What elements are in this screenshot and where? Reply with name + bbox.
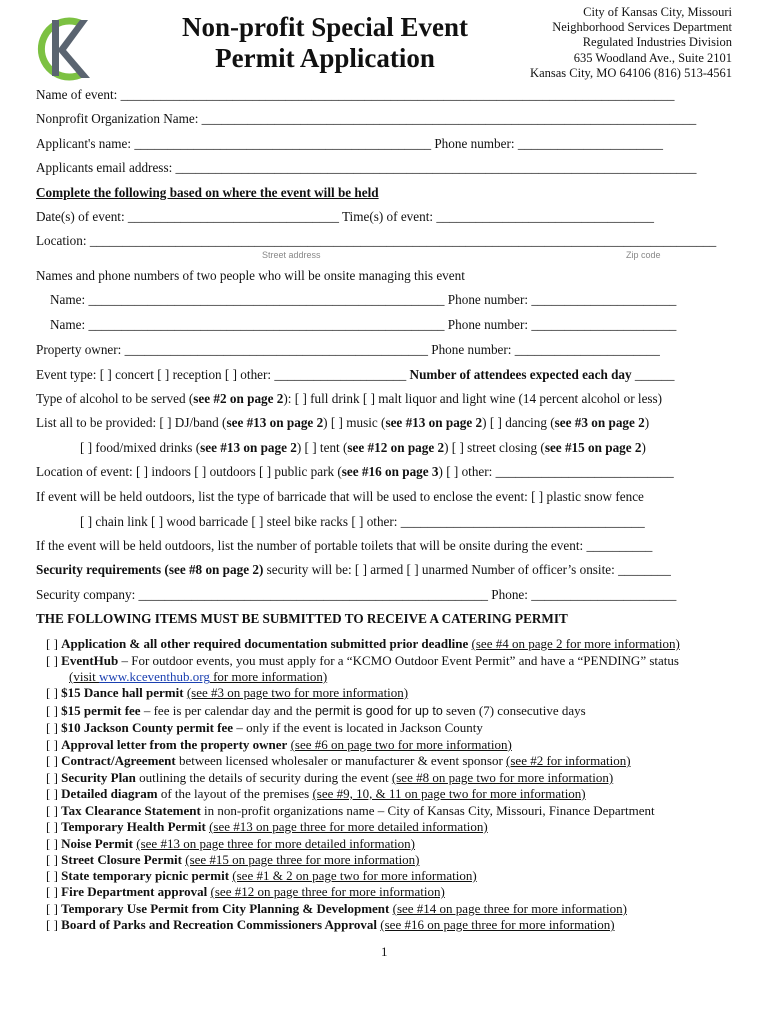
checklist-item[interactable] bbox=[46, 753, 631, 768]
checkbox[interactable]: [ ] bbox=[46, 852, 62, 867]
checkbox[interactable]: [ ] bbox=[46, 636, 62, 651]
page-title: Non-profit Special Event Permit Application bbox=[181, 12, 468, 73]
reference-link[interactable]: (see #14 on page three for more information) bbox=[392, 901, 627, 916]
checklist-item[interactable] bbox=[46, 786, 586, 801]
event-type-field[interactable]: Event type: [ ] concert [ ] reception [ ] other: ____________________ Number of attendees expected each day ______ bbox=[36, 367, 675, 382]
checklist-item-title: Security Plan bbox=[61, 770, 136, 785]
reference-link[interactable]: (see #4 on page 2 for more information) bbox=[471, 636, 680, 651]
checklist-item-title: Noise Permit bbox=[61, 836, 134, 851]
checkbox[interactable]: [ ] bbox=[46, 685, 62, 700]
checkbox[interactable]: [ ] bbox=[46, 803, 62, 818]
applicant-name-field[interactable]: Applicant's name: _____________________________________________ Phone number: ______________________ bbox=[36, 136, 663, 151]
checklist-item-title: Application & all other required documentation submitted prior deadline bbox=[61, 636, 469, 651]
checklist-item-title: Fire Department approval bbox=[61, 884, 208, 899]
checkbox[interactable]: [ ] bbox=[46, 720, 62, 735]
checklist-item[interactable] bbox=[46, 917, 615, 932]
eventhub-link-suffix: for more information) bbox=[209, 669, 328, 684]
checklist-item-title: Temporary Health Permit bbox=[61, 819, 206, 834]
checklist-item-text: between licensed wholesaler or manufacturer & event sponsor bbox=[175, 753, 507, 768]
reference-link[interactable]: (see #12 on page three for more information) bbox=[210, 884, 445, 899]
checklist-item-title: Detailed diagram bbox=[61, 786, 158, 801]
eventhub-link[interactable]: www.kceventhub.org bbox=[98, 669, 210, 684]
checklist-item[interactable] bbox=[46, 737, 512, 752]
checklist-item-text: – For outdoor events, you must apply for a “KCMO Outdoor Event Permit” and have a “PENDING” status bbox=[118, 653, 679, 668]
reference-link[interactable]: (see #15 on page three for more information) bbox=[185, 852, 420, 867]
date-time-field[interactable]: Date(s) of event: ________________________________ Time(s) of event: _________________________________ bbox=[36, 209, 654, 224]
checkbox[interactable]: [ ] bbox=[46, 884, 62, 899]
name-of-event-field[interactable]: Name of event: ____________________________________________________________________________________ bbox=[36, 87, 675, 102]
checklist-item-text: in non-profit organizations name – City of Kansas City, Missouri, Finance Department bbox=[200, 803, 655, 818]
street-address-caption: Street address bbox=[262, 250, 321, 260]
checkbox[interactable]: [ ] bbox=[46, 786, 62, 801]
security-requirements-field[interactable]: Security requirements (see #8 on page 2) security will be: [ ] armed [ ] unarmed Number of officer’s onsite: ________ bbox=[36, 562, 671, 577]
checkbox[interactable]: [ ] bbox=[46, 917, 62, 932]
checklist-item-title: Street Closure Permit bbox=[61, 852, 182, 867]
checklist-item[interactable] bbox=[46, 685, 408, 700]
checklist-item-title: Tax Clearance Statement bbox=[61, 803, 201, 818]
managers-intro: Names and phone numbers of two people who will be onsite managing this event bbox=[36, 268, 465, 283]
barricade-field[interactable]: If event will be held outdoors, list the type of barricade that will be used to enclose the event: [ ] plastic snow fence bbox=[36, 489, 644, 504]
checkbox[interactable]: [ ] bbox=[46, 753, 62, 768]
reference-link[interactable]: (see #13 on page three for more detailed information) bbox=[136, 836, 415, 851]
checklist-item-text: outlining the details of security during the event bbox=[135, 770, 392, 785]
checklist-item-text: permit is good for up to bbox=[314, 704, 443, 718]
kc-logo bbox=[36, 14, 96, 84]
checkbox[interactable]: [ ] bbox=[46, 653, 62, 668]
checklist-item-title: EventHub bbox=[61, 653, 119, 668]
reference-link[interactable]: (see #2 for information) bbox=[506, 753, 631, 768]
checklist-item[interactable] bbox=[46, 703, 586, 719]
applicant-email-field[interactable]: Applicants email address: _______________________________________________________________________________ bbox=[36, 160, 697, 175]
checklist-item-title: $15 Dance hall permit bbox=[61, 685, 184, 700]
checklist-item-text: – fee is per calendar day and the bbox=[140, 703, 315, 718]
checklist-item-text: – only if the event is located in Jackson County bbox=[233, 720, 483, 735]
department-address: City of Kansas City, Missouri Neighborhood Services Department Regulated Industries Division 635 Woodland Ave., Suite 2101 Kansas City, MO 64106 (816) 513-4561 bbox=[530, 5, 732, 80]
location-field[interactable]: Location: _______________________________________________________________________________________________ bbox=[36, 233, 717, 248]
checklist-item[interactable] bbox=[46, 884, 445, 899]
property-owner-field[interactable]: Property owner: ______________________________________________ Phone number: ______________________ bbox=[36, 342, 660, 357]
event-location-type-field[interactable]: Location of event: [ ] indoors [ ] outdoors [ ] public park (see #16 on page 3) [ ] other: ___________________________ bbox=[36, 464, 674, 479]
checkbox[interactable]: [ ] bbox=[46, 901, 62, 916]
org-name-field[interactable]: Nonprofit Organization Name: ___________________________________________________________________________ bbox=[36, 111, 697, 126]
checklist-item-title: Temporary Use Permit from City Planning & Development bbox=[61, 901, 390, 916]
catering-heading: THE FOLLOWING ITEMS MUST BE SUBMITTED TO RECEIVE A CATERING PERMIT bbox=[36, 611, 568, 626]
zip-code-caption: Zip code bbox=[626, 250, 661, 260]
checklist-item-text: of the layout of the premises bbox=[157, 786, 313, 801]
checkbox[interactable]: [ ] bbox=[46, 819, 62, 834]
checklist-item[interactable] bbox=[46, 819, 488, 834]
reference-link[interactable]: (see #1 & 2 on page two for more information) bbox=[232, 868, 477, 883]
checklist-item[interactable] bbox=[46, 868, 477, 883]
reference-link[interactable]: (see #6 on page two for more information) bbox=[290, 737, 512, 752]
food-tent-street-field[interactable]: [ ] food/mixed drinks (see #13 on page 2) [ ] tent (see #12 on page 2) [ ] street closing (see #15 on page 2) bbox=[80, 440, 646, 455]
checkbox[interactable]: [ ] bbox=[46, 737, 62, 752]
toilets-field[interactable]: If the event will be held outdoors, list the number of portable toilets that will be onsite during the event: __________ bbox=[36, 538, 653, 553]
checklist-item-text: seven (7) consecutive days bbox=[442, 703, 586, 718]
reference-link[interactable]: (see #9, 10, & 11 on page two for more information) bbox=[312, 786, 586, 801]
checklist-item[interactable] bbox=[46, 803, 655, 818]
alcohol-type-field[interactable]: Type of alcohol to be served (see #2 on page 2): [ ] full drink [ ] malt liquor and light wine (14 percent alcohol or less) bbox=[36, 391, 663, 406]
checklist-item-title: $10 Jackson County permit fee bbox=[61, 720, 234, 735]
manager-2-field[interactable]: Name: ______________________________________________________ Phone number: ______________________ bbox=[50, 317, 677, 332]
checklist-item[interactable] bbox=[46, 720, 483, 735]
barricade-options-field[interactable]: [ ] chain link [ ] wood barricade [ ] steel bike racks [ ] other: _____________________________________ bbox=[80, 514, 645, 529]
page-number: 1 bbox=[381, 944, 388, 959]
provided-items-field[interactable]: List all to be provided: [ ] DJ/band (see #13 on page 2) [ ] music (see #13 on page 2) [ ] dancing (see #3 on page 2) bbox=[36, 415, 650, 430]
eventhub-visit-line bbox=[69, 669, 327, 684]
reference-link[interactable]: (see #13 on page three for more detailed information) bbox=[209, 819, 488, 834]
security-company-field[interactable]: Security company: _____________________________________________________ Phone: ______________________ bbox=[36, 587, 677, 602]
checklist-item-title: $15 permit fee bbox=[61, 703, 141, 718]
reference-link[interactable]: (see #16 on page three for more information) bbox=[380, 917, 615, 932]
checkbox[interactable]: [ ] bbox=[46, 703, 62, 718]
checklist-item[interactable] bbox=[46, 901, 627, 916]
checklist-item-title: Contract/Agreement bbox=[61, 753, 176, 768]
reference-link[interactable]: (see #8 on page two for more information) bbox=[391, 770, 614, 785]
reference-link[interactable]: (see #3 on page two for more information) bbox=[186, 685, 409, 700]
checkbox[interactable]: [ ] bbox=[46, 836, 62, 851]
checkbox[interactable]: [ ] bbox=[46, 770, 62, 785]
checklist-item[interactable] bbox=[46, 836, 415, 851]
manager-1-field[interactable]: Name: ______________________________________________________ Phone number: ______________________ bbox=[50, 292, 677, 307]
checklist-item-title: Board of Parks and Recreation Commissioners Approval bbox=[61, 917, 378, 932]
checklist-item-title: Approval letter from the property owner bbox=[61, 737, 288, 752]
checklist-item[interactable] bbox=[46, 770, 613, 785]
checklist-item[interactable] bbox=[46, 636, 680, 651]
checklist-item[interactable] bbox=[46, 852, 420, 867]
checklist-item-title: State temporary picnic permit bbox=[61, 868, 230, 883]
section-heading: Complete the following based on where the event will be held bbox=[36, 185, 379, 200]
checklist-item[interactable] bbox=[46, 653, 679, 668]
checkbox[interactable]: [ ] bbox=[46, 868, 62, 883]
eventhub-link-prefix: (visit bbox=[69, 669, 99, 684]
